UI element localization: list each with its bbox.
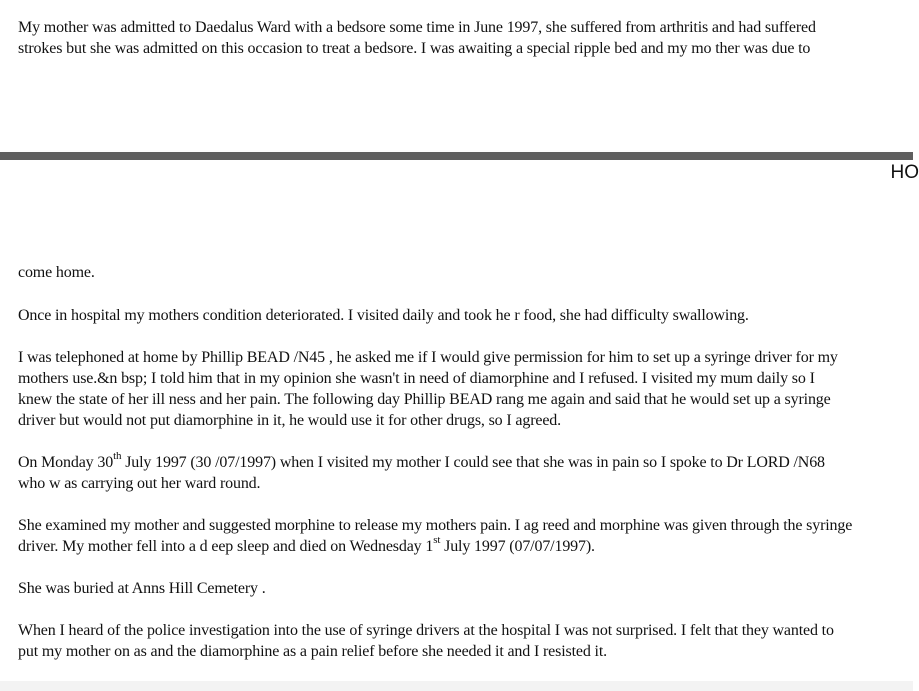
page-header-fragment: HO: [890, 162, 919, 183]
text-line: When I heard of the police investigation into the use of syringe drivers at the hospital I was not surprised. I felt that they wanted to: [18, 622, 834, 639]
paragraph-admission: [18, 17, 906, 59]
text-line: [18, 533, 906, 557]
paragraph-condition-deteriorated: [18, 305, 906, 326]
text-line: knew the state of her ill ness and her pain. The following day Phillip BEAD rang me again and said that he would set up a syringe: [18, 391, 831, 408]
paragraph-examined: [18, 515, 906, 557]
text-segment: On Monday 30: [18, 454, 114, 471]
paragraph-come-home: [18, 262, 906, 283]
text-line: She examined my mother and suggested morphine to release my mothers pain. I ag reed and morphine was given through the syringe: [18, 517, 853, 534]
text-segment: July 1997 (30 /07/1997) when I visited my mother I could see that she was in pain so I spoke to Dr LORD /N68: [121, 454, 825, 471]
paragraph-telephoned: [18, 347, 906, 431]
ordinal-suffix: th: [113, 449, 122, 462]
text-segment: driver. My mother fell into a d eep sleep and died on Wednesday 1: [18, 538, 434, 555]
text-segment: July 1997 (07/07/1997).: [440, 538, 595, 555]
text-line: put my mother on as and the diamorphine as a pain relief before she needed it and I resisted it.: [18, 643, 607, 660]
text-line: My mother was admitted to Daedalus Ward with a bedsore some time in June 1997, she suffered from arthritis and had suffered: [18, 19, 816, 36]
text-line: Once in hospital my mothers condition deteriorated. I visited daily and took he r food, she had difficulty swallowing.: [18, 307, 749, 324]
text-line: mothers use.&n bsp; I told him that in my opinion she wasn't in need of diamorphine and I refused. I visited my mum daily so I: [18, 370, 815, 387]
text-line: She was buried at Anns Hill Cemetery .: [18, 580, 266, 597]
paragraph-monday-visit: [18, 449, 906, 494]
text-line: [18, 449, 906, 473]
paragraph-buried: [18, 578, 906, 599]
text-line: come home.: [18, 264, 95, 281]
text-line: who w as carrying out her ward round.: [18, 475, 261, 492]
text-line: I was telephoned at home by Phillip BEAD /N45 , he asked me if I would give permission for him to set up a syringe driver for my: [18, 349, 838, 366]
paragraph-police-investigation: [18, 620, 906, 662]
page-divider-bar: [0, 152, 913, 160]
ordinal-suffix: st: [433, 533, 441, 546]
text-line: driver but would not put diamorphine in it, he would use it for other drugs, so I agreed.: [18, 412, 561, 429]
text-line: strokes but she was admitted on this occasion to treat a bedsore. I was awaiting a special ripple bed and my mo ther was due to: [18, 40, 811, 57]
